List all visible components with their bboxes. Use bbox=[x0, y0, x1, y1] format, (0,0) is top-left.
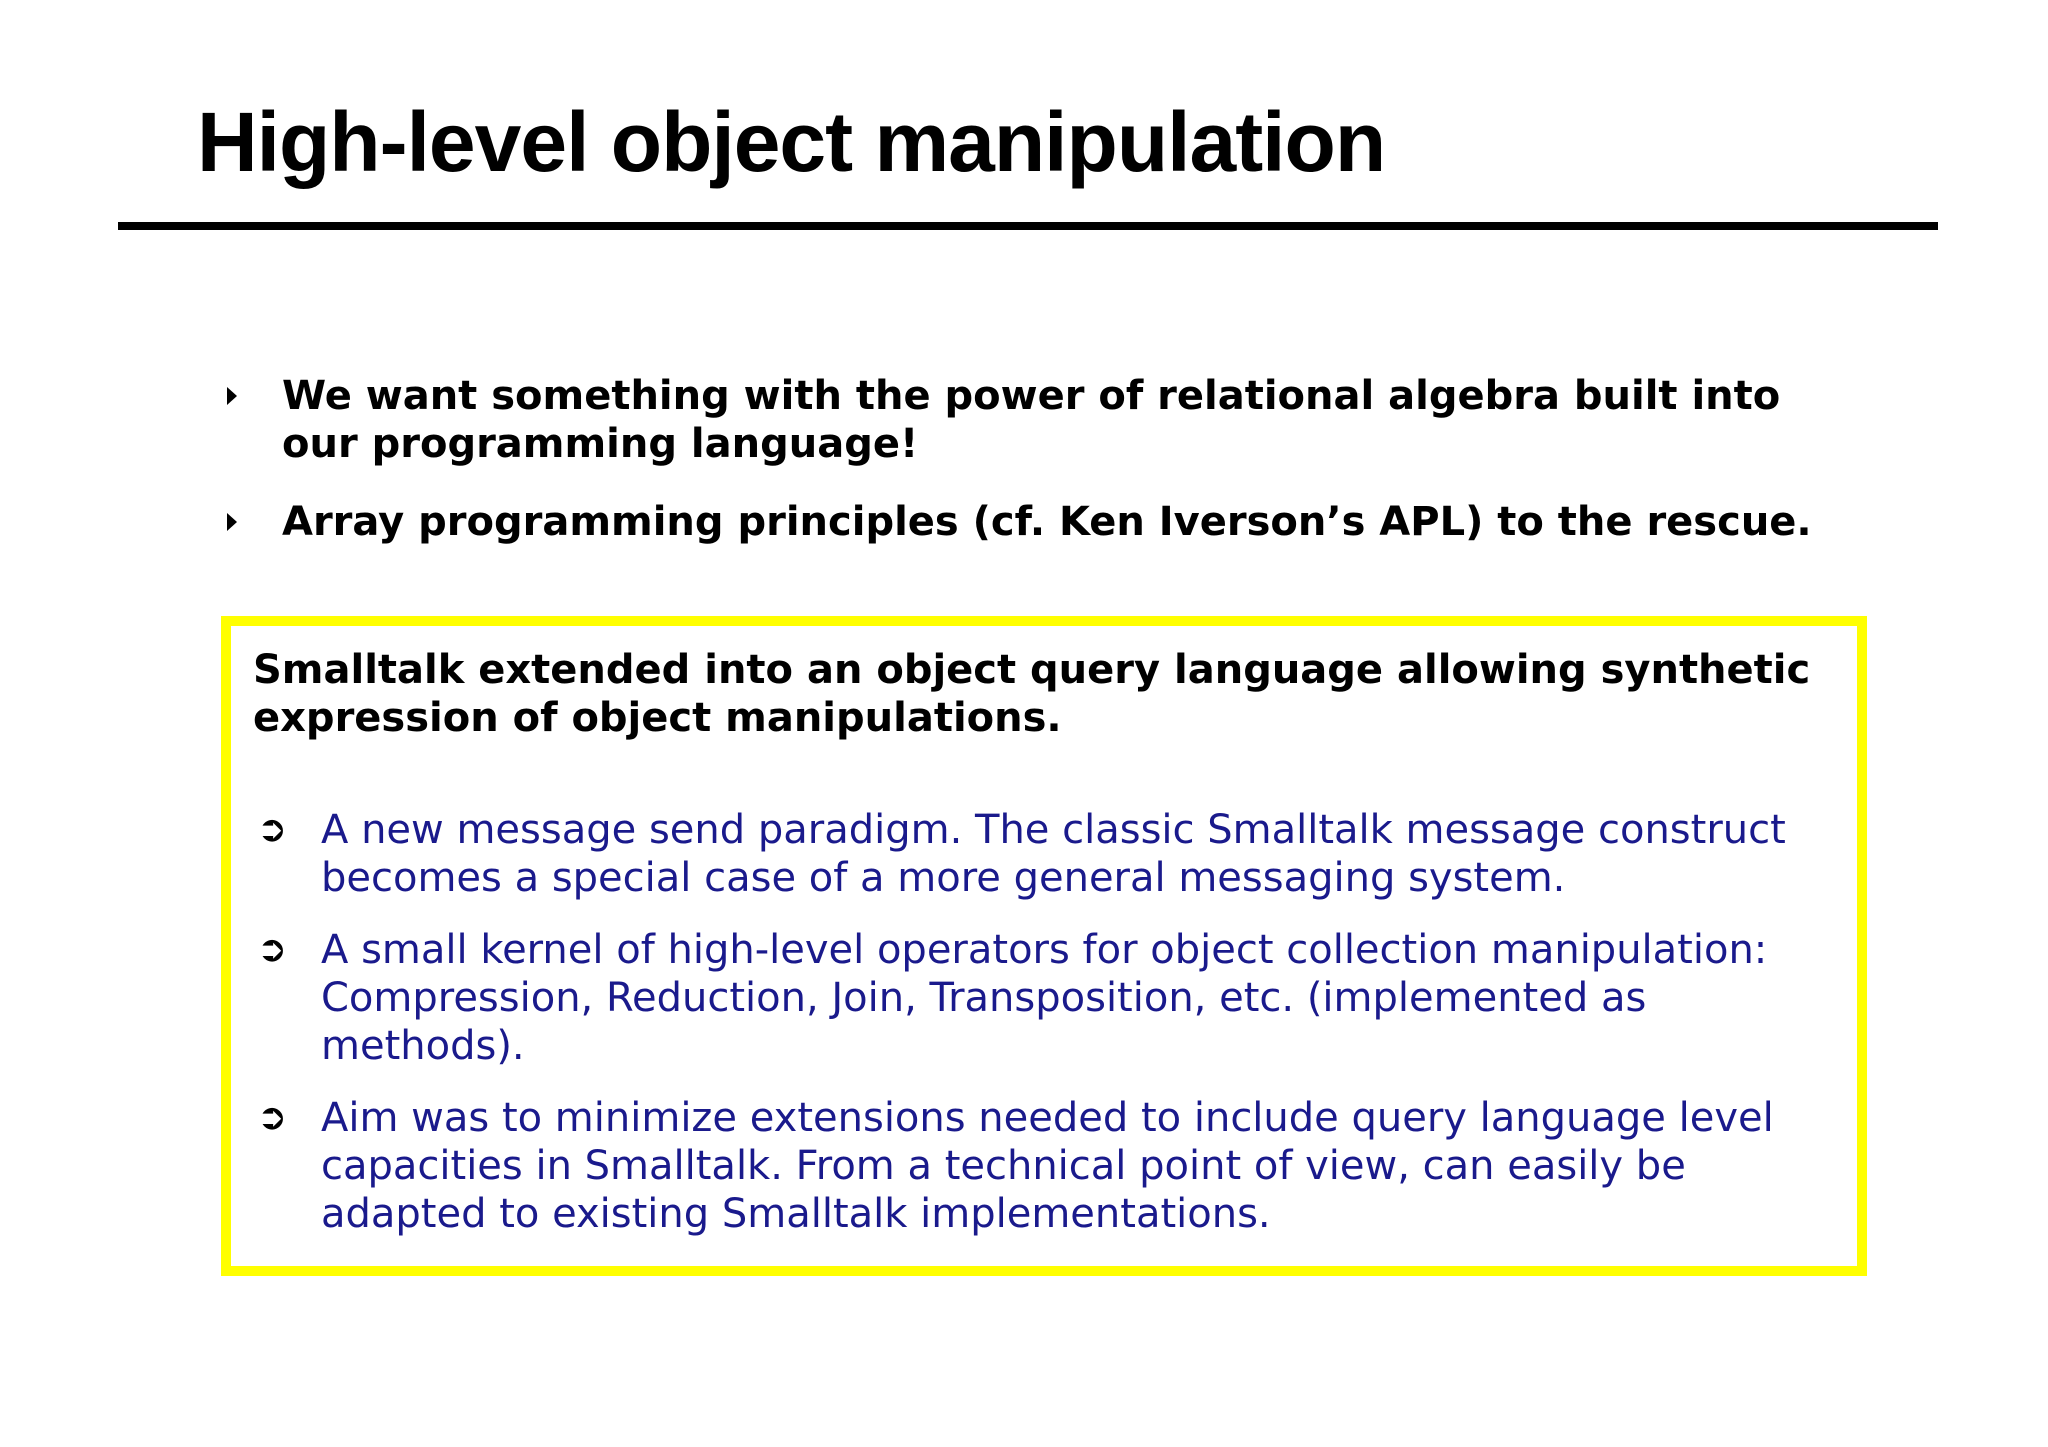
arrow-bullet-icon: ➲ bbox=[257, 929, 288, 970]
arrow-bullet-icon: ➲ bbox=[257, 1097, 288, 1138]
triangle-right-icon bbox=[227, 513, 237, 531]
bullet-item bbox=[222, 372, 1862, 468]
callout-box bbox=[221, 616, 1867, 1276]
callout-bullet-text: A new message send paradigm. The classic Smalltalk message construct becomes a special case of a more general messaging system. bbox=[321, 807, 1786, 901]
callout-bullet-item bbox=[253, 1094, 1833, 1238]
title-divider bbox=[118, 222, 1938, 230]
callout-bullet-item bbox=[253, 806, 1833, 902]
bullet-list bbox=[222, 372, 1862, 576]
triangle-right-icon bbox=[227, 387, 237, 405]
callout-bullet-text: A small kernel of high-level operators for object collection manipulation: Compression, Reduction, Join, Transposition, etc. (implemented as methods). bbox=[321, 927, 1768, 1069]
bullet-item bbox=[222, 498, 1862, 546]
arrow-bullet-icon: ➲ bbox=[257, 809, 288, 850]
bullet-text: We want something with the power of relational algebra built into our programming language! bbox=[282, 373, 1781, 467]
bullet-text: Array programming principles (cf. Ken Iverson’s APL) to the rescue. bbox=[282, 499, 1812, 545]
callout-bullet-item bbox=[253, 926, 1833, 1070]
callout-bullet-text: Aim was to minimize extensions needed to include query language level capacities in Smalltalk. From a technical point of view, can easily be adapted to existing Smalltalk implementations. bbox=[321, 1095, 1774, 1237]
callout-heading: Smalltalk extended into an object query language allowing synthetic expression of object manipulations. bbox=[253, 647, 1811, 741]
callout-bullet-list bbox=[253, 806, 1833, 1262]
slide-title: High-level object manipulation bbox=[197, 95, 1386, 189]
